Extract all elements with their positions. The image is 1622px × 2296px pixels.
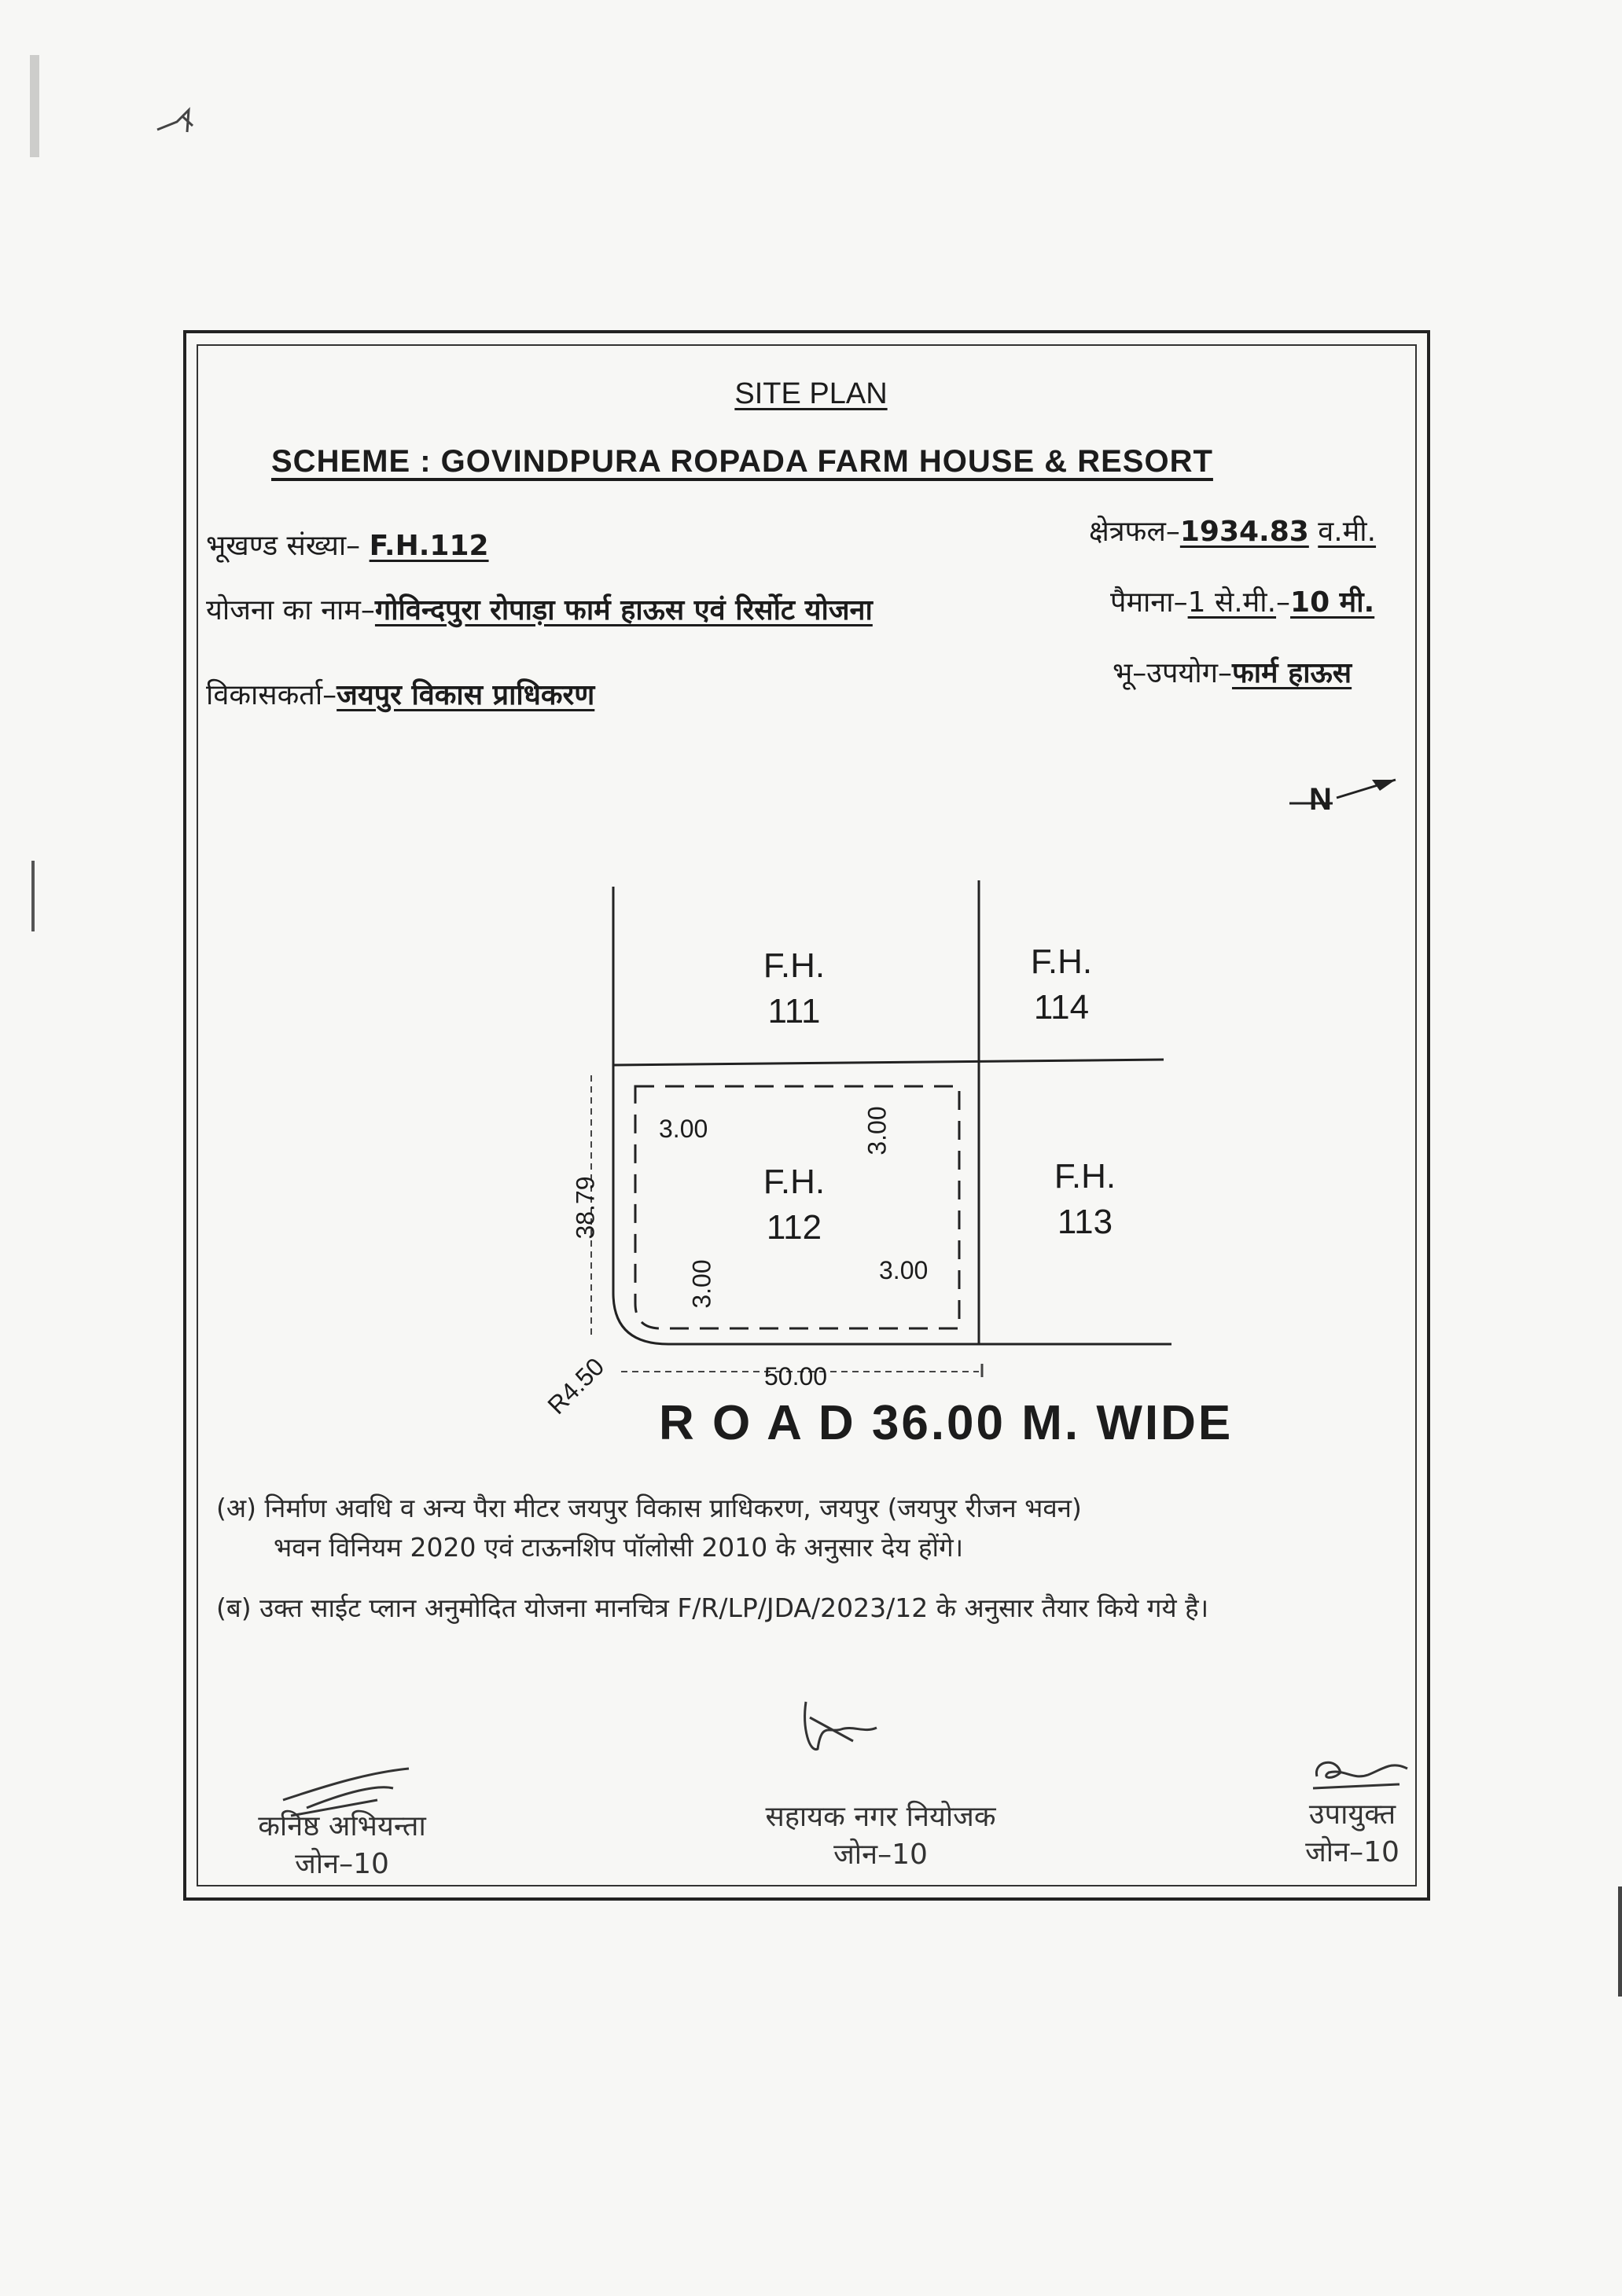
depth-label: 38.79	[571, 1176, 600, 1240]
plot-label-111: F.H. 111	[763, 946, 826, 1030]
note-b: (ब) उक्त साईट प्लान अनुमोदित योजना मानचित्र F/R/LP/JDA/2023/12 के अनुसार तैयार किये गये है।	[216, 1593, 1209, 1623]
note-a-line2: भवन विनियम 2020 एवं टाऊनशिप पॉलोसी 2010 के अनुसार देय होंगे।	[274, 1532, 964, 1563]
setback-bottom-left: 3.00	[687, 1259, 716, 1309]
signatory-deputy-commissioner	[1285, 1796, 1419, 1872]
plot-number-label: भूखण्ड संख्या–	[206, 530, 361, 562]
plot-label-113: F.H. 113	[1054, 1157, 1116, 1241]
page-title: SITE PLAN	[734, 377, 888, 410]
landuse-label: भू–उपयोग–	[1113, 657, 1232, 689]
signatory-junior-engineer	[224, 1808, 460, 1883]
landuse-value: फार्म हाऊस	[1231, 657, 1352, 689]
signatory-zone: जोन–10	[833, 1839, 928, 1871]
plot-label-112: F.H. 112	[763, 1163, 826, 1247]
scheme-name-value: गोविन्दपुरा रोपाड़ा फार्म हाऊस एवं रिर्सोट योजना	[374, 594, 873, 626]
area-label: क्षेत्रफल–	[1089, 516, 1180, 548]
signatory-zone: जोन–10	[1305, 1836, 1399, 1868]
scale-row: पैमाना–1 से.मी.–10 मी.	[1110, 586, 1375, 619]
plot-label-114: F.H. 114	[1030, 942, 1093, 1027]
note-a-line1: (अ) निर्माण अवधि व अन्य पैरा मीटर जयपुर विकास प्राधिकरण, जयपुर (जयपुर रीजन भवन)	[216, 1493, 1082, 1523]
scheme-name-label: योजना का नाम–	[206, 594, 375, 626]
developer-label: विकासकर्ता–	[206, 679, 337, 711]
frontage-label: 50.00	[764, 1362, 828, 1390]
setback-right: 3.00	[879, 1256, 929, 1284]
signatory-title: सहायक नगर नियोजक	[765, 1801, 996, 1833]
signatory-zone: जोन–10	[295, 1848, 389, 1880]
scale-value-m: 10 मी.	[1290, 586, 1375, 619]
scale-label: पैमाना–	[1110, 586, 1188, 619]
corner-radius-label: R4.50	[542, 1352, 610, 1420]
setback-top: 3.00	[862, 1106, 892, 1155]
area-value: 1934.83	[1179, 516, 1309, 548]
developer-value: जयपुर विकास प्राधिकरण	[337, 679, 595, 711]
setback-left: 3.00	[659, 1115, 708, 1143]
road-south-label: R O A D 36.00 M. WIDE	[659, 1396, 1234, 1450]
scheme-title: SCHEME : GOVINDPURA ROPADA FARM HOUSE & RESORT	[271, 444, 1213, 479]
signatory-title: कनिष्ठ अभियन्ता	[258, 1810, 426, 1842]
signatory-assistant-town-planner	[723, 1798, 1038, 1874]
plot-number-value: F.H.112	[369, 530, 489, 562]
north-label: N	[1309, 782, 1332, 817]
area-unit: व.मी.	[1318, 516, 1377, 548]
scale-value-cm: 1 से.मी.	[1187, 586, 1277, 619]
signatory-title: उपायुक्त	[1308, 1798, 1396, 1831]
